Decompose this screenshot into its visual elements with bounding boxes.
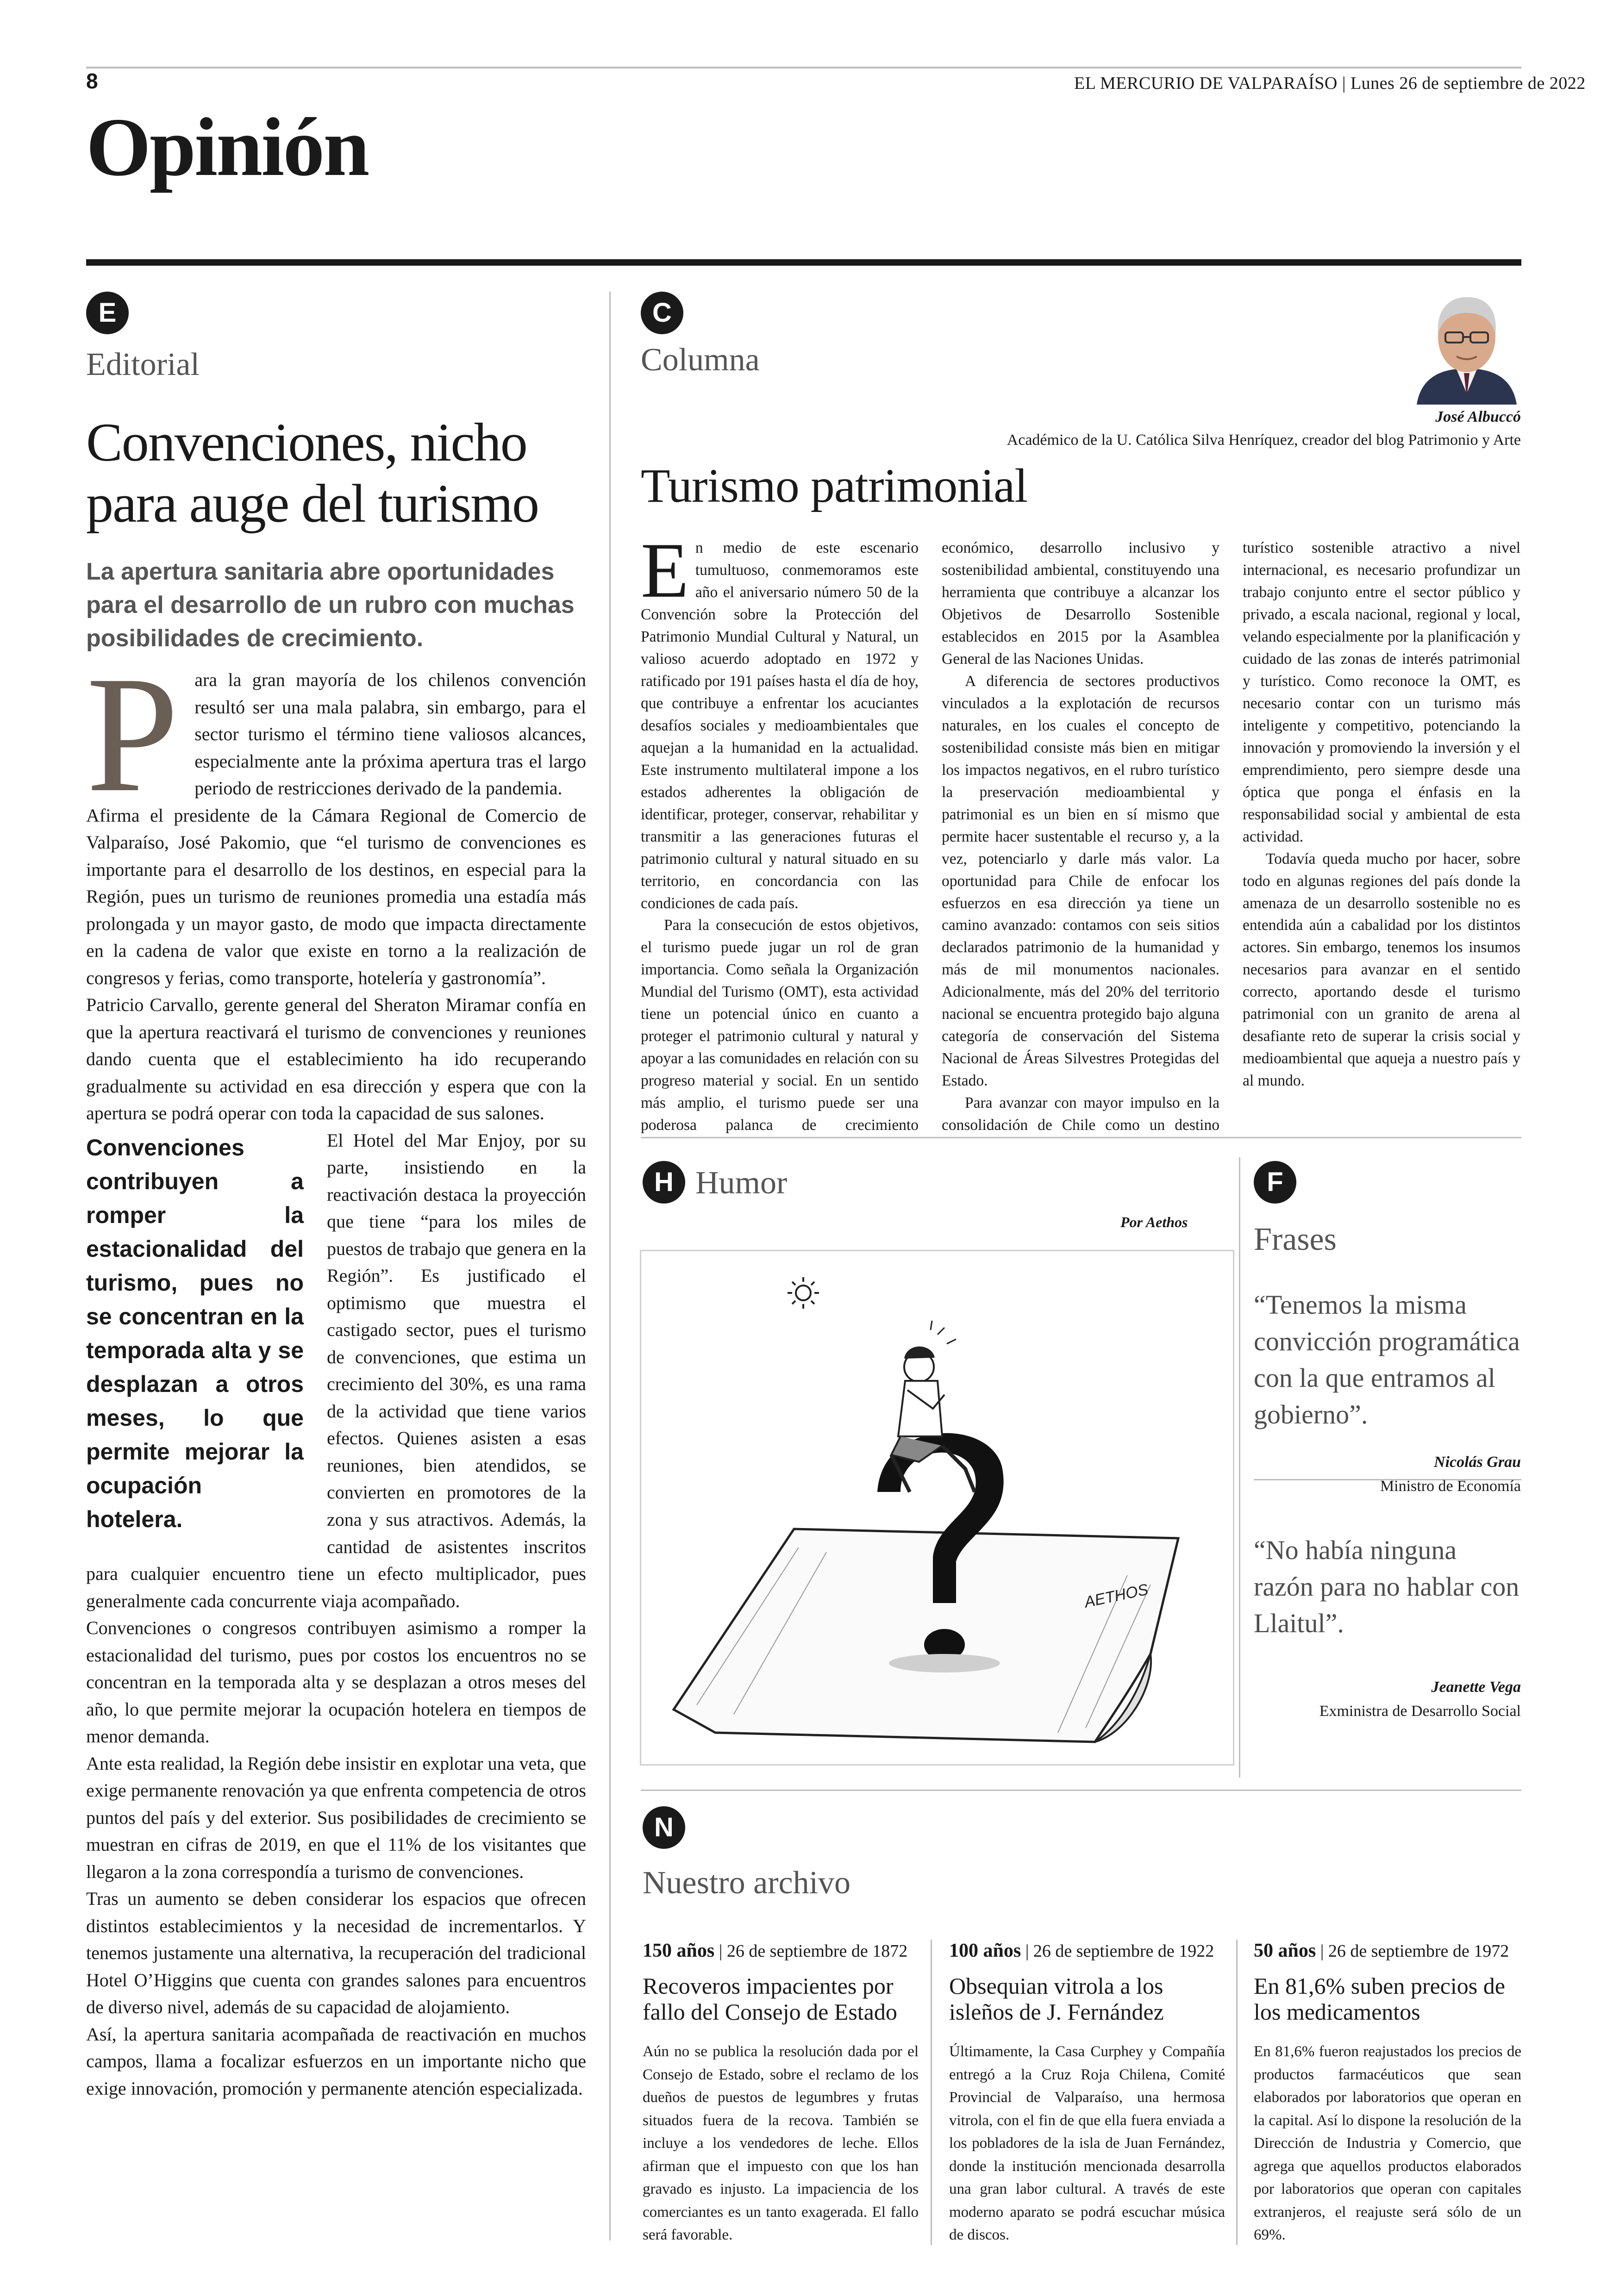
quote-role: Ministro de Economía — [1380, 1478, 1521, 1495]
archive-divider-1 — [931, 1940, 932, 2245]
columna-paragraph: A diferencia de sectores productivos vinculados a la explotación de recursos naturales, en los cuales el concepto de sostenibilidad consiste más bien en mitigar los impactos negativos, en el rubro turístico la preservación medioambiental y patrimonial es un bien en sí mismo que permite hacer sustentable el recurso y, a la vez, potenciarlo y darle más valor. La oportunidad para Chile de enfocar los esfuerzos en esa dirección ya tiene un camino avanzado: contamos con seis sitios declarados patrimonio de la humanidad y más de mil monumentos nacionales. Adicionalmente, más del 20% del territorio nacional se encuentra protegido bajo alguna categoría de conservación del Sistema Nacional de Áreas Silvestres Protegidas del Estado. — [942, 672, 1219, 1090]
columna-paragraph: Todavía queda mucho por hacer, sobre todo en algunas regiones del país donde la amenaza de un desarrollo sostenible no es entendida aún a cabalidad por los distintos actores. Sin embargo, tenemos los insumos necesarios para avanzar en el sentido correcto, aportando desde el turismo patrimonial con un granito de arena al desafiante reto de superar la crisis social y medioambiental que aqueja a nuestro país y al mundo. — [1243, 850, 1520, 1090]
archive-body: Últimamente, la Casa Curphey y Compañía entregó a la Cruz Roja Chilena, Comité Provincial de Valparaíso, una hermosa vitrola, con el fin de que ella fuera enviada a los pobladores de la isla de Juan Fernández, donde la institución mencionada desarrolla una gran labor cultural. A través de este moderno aparato se podrá escuchar música de discos. — [949, 2043, 1225, 2243]
humor-byline: Por Aethos — [1120, 1214, 1188, 1230]
quote-author: Jeanette Vega — [1431, 1678, 1521, 1696]
archive-date: 26 de septiembre de 1872 — [726, 1941, 908, 1961]
archivo-label: Nuestro archivo — [643, 1865, 851, 1901]
editorial-paragraph: Convenciones o congresos contribuyen asimismo a romper la estacionalidad del turismo, pues por costos los encuentros no se concentran en la temporada alta y se desplazan a otros meses del año, lo que permite mejorar la ocupación hotelera en tiempos de menor demanda. — [86, 1617, 586, 1747]
humor-bottom-rule — [641, 1790, 1521, 1791]
archive-date: 26 de septiembre de 1972 — [1328, 1941, 1509, 1961]
editorial-paragraph: Convenciones contribuyen a romper la estacionalidad del turismo, pues no se concentran en la temporada alta y se desplazan a otros meses, lo que permite mejorar la ocupación hotelera. El Hotel del Mar Enjoy, por su parte, insistiendo en la reactivación destaca la proyección que tiene “para los miles de puestos de trabajo que genera en la Región”. Es justificado el optimismo que muestra el castigado sector, pues el turismo de convenciones, que estima un crecimiento del 30%, es una rama de la actividad que tiene varios efectos. Quienes asisten a esas reuniones, bien atendidos, se convierten en promotores de la zona y sus atractivos. Además, la cantidad de asistentes inscritos para cualquier encuentro tiene un efecto multiplicador, pues generalmente cada concurrente viaja acompañado. — [86, 1129, 586, 1611]
columna-paragraph: En medio de este escenario tumultuoso, conmemoramos este año el aniversario número 50 de la Convención sobre la Protección del Patrimonio Mundial Cultural y Natural, un valioso acuerdo adoptado en 1972 y ratificado por 191 países hasta el día de hoy, que contribuye a enfrentar los acuciantes desafíos sociales y medioambientales que aquejan a la humanidad en la actualidad. Este instrumento multilateral impone a los estados adherentes la obligación de identificar, proteger, conservar, rehabilitar y transmitir a las generaciones futuras el patrimonio cultural y natural situado en su territorio, en concordancia con las condiciones de cada país. — [641, 527, 919, 912]
editorial-paragraph: Afirma el presidente de la Cámara Regional de Comercio de Valparaíso, José Pakomio, que “el turismo de convenciones es importante para el desarrollo de los destinos, en especial para la Región, pues un turismo de reuniones promedia una estadía más prolongada y un mayor gasto, de modo que impacta directamente en la cadena de valor que existe en torno a la realización de congresos y ferias, como transporte, hotelería y gastronomía”. — [86, 805, 586, 988]
archive-title: Recoveros impacientes por fallo del Consejo de Estado — [643, 1973, 897, 2025]
column-bottom-rule — [641, 1137, 1521, 1138]
columna-label: Columna — [641, 342, 760, 378]
editorial-label: Editorial — [86, 347, 200, 382]
section-title: Opinión — [86, 101, 369, 193]
editorial-badge: E — [86, 292, 129, 334]
editorial-headline-line1: Convenciones, nicho — [86, 412, 527, 473]
archive-body: Aún no se publica la resolución dada por el Consejo de Estado, sobre el reclamo de los dueños de puestos de legumbres y frutas situados fuera de la recova. También se incluye a los vendedores de leche. Ellos afirman que el impuesto con que los han gravado es injusto. La impaciencia de los comerciantes es un tanto exagerada. El fallo será favorable. — [643, 2043, 919, 2243]
editorial-headline-line2: para auge del turismo — [86, 473, 539, 534]
editorial-divider — [609, 292, 611, 2240]
editorial-paragraph: Ante esta realidad, la Región debe insistir en explotar una veta, que exige permanente renovación ya que enfrenta competencia de otros puntos del país y del exterior. Sus posibilidades de crecimiento se muestran en cifras de 2019, en que el 11% de los visitantes que llegaron a la zona correspondía a turismo de convenciones. — [86, 1753, 586, 1882]
cartoon-signature: AETHOS — [1082, 1580, 1150, 1611]
humor-frases-divider — [1239, 1157, 1240, 1778]
quote-author: Nicolás Grau — [1434, 1454, 1521, 1471]
page-number: 8 — [86, 69, 98, 93]
quote-text: “Tenemos la misma convicción programática con la que entramos al gobierno”. — [1254, 1290, 1520, 1429]
archive-item: 150 años | 26 de septiembre de 1872 Recoveros impacientes por fallo del Consejo de Estado Aún no se publica la resolución dada por el Consejo de Estado, sobre el reclamo de los dueños de puestos de legumbres y frutas situados fuera de la recova. También se incluye a los vendedores de leche. Ellos afirman que el impuesto con que los han gravado es injusto. La impaciencia de los comerciantes es un tanto exagerada. El fallo será favorable. — [643, 1940, 919, 2247]
columna-paragraph: Para la consecución de estos objetivos, el turismo puede jugar un rol de gran importancia. Como señala la Organización Mundial del Turismo (OMT), esta actividad tiene un potencial único en cuanto a proteger el patrimonio cultural y natural y apoyar a las comunidades en relación con su progreso material y social. En un sentido más amplio, el turismo puede ser una poderosa palanca de crecimiento económico, desarrollo inclusivo y sostenibilidad ambiental, constituyendo una herramienta que contribuye a alcanzar los Objetivos de Desarrollo Sostenible establecidos en 2015 por la Asamblea General de las Naciones Unidas. — [641, 539, 1219, 1134]
archive-years: 50 años — [1254, 1940, 1316, 1961]
editorial-paragraph: Así, la apertura sanitaria acompañada de reactivación en muchos campos, llama a focalizar esfuerzos en un importante nicho que exige innovación, promoción y permanente atención especializada. — [86, 2023, 586, 2099]
editorial-paragraph: Patricio Carvallo, gerente general del Sheraton Miramar confía en que la apertura reactivará el turismo de convenciones y reuniones dando cuenta que el establecimiento ha ido recuperando gradualmente su actividad en esa dirección y espera que con la apertura se podrá operar con toda la capacidad de sus salones. — [86, 994, 586, 1124]
section-rule — [86, 259, 1521, 266]
archive-title: Obsequian vitrola a los isleños de J. Fernández — [949, 1973, 1164, 2025]
quote-role: Exministra de Desarrollo Social — [1319, 1703, 1521, 1720]
editorial-body — [86, 642, 586, 2102]
archive-title: En 81,6% suben precios de los medicamentos — [1254, 1973, 1505, 2025]
archive-divider-2 — [1236, 1940, 1238, 2245]
columna-dropcap: E — [641, 527, 689, 614]
archive-years: 150 años — [643, 1940, 715, 1961]
editorial-pull-quote: Convenciones contribuyen a romper la estacionalidad del turismo, pues no se concentran en la temporada alta y se desplazan a otros meses, lo que permite mejorar la ocupación hotelera. — [86, 1134, 304, 1532]
author-description: Académico de la U. Católica Silva Henríquez, creador del blog Patrimonio y Arte — [1007, 431, 1521, 449]
editorial-paragraph: Tras un aumento se deben considerar los espacios que ofrecen distintos establecimientos y la necesidad de incrementarlos. Y tenemos justamente una alternativa, la recuperación del tradicional Hotel O’Higgins que cuenta con grandes salones para encuentros de diverso nivel, además de su capacidad de alojamiento. — [86, 1888, 586, 2018]
author-name: José Albuccó — [1435, 408, 1521, 425]
archive-item: 50 años | 26 de septiembre de 1972 En 81,6% suben precios de los medicamentos En 81,6% fueron reajustados los precios de productos farmacéuticos que sean elaborados por laboratorios que operan en la capital. Así lo dispone la resolución de la Dirección de Industria y Comercio, que agrega que aquellos productos elaborados por laboratorios que operan con capitales extranjeros, el reajuste será sólo de un 69%. — [1254, 1940, 1521, 2247]
columna-body — [641, 527, 1520, 1136]
archive-item: 100 años | 26 de septiembre de 1922 Obsequian vitrola a los isleños de J. Fernández Últimamente, la Casa Curphey y Compañía entregó a la Cruz Roja Chilena, Comité Provincial de Valparaíso, una hermosa vitrola, con el fin de que ella fuera enviada a los pobladores de la isla de Juan Fernández, donde la institución mencionada desarrolla una gran labor cultural. A través de este moderno aparato se podrá escuchar música de discos. — [949, 1940, 1225, 2247]
archive-years: 100 años — [949, 1940, 1021, 1961]
masthead: EL MERCURIO DE VALPARAÍSO | Lunes 26 de septiembre de 2022 — [1074, 74, 1586, 93]
columna-headline: Turismo patrimonial — [641, 459, 1028, 512]
author-portrait — [1412, 282, 1521, 405]
columna-paragraph: Para avanzar con mayor impulso en la consolidación de Chile como un destino turístico sostenible atractivo a nivel internacional, es necesario profundizar un trabajo conjunto entre el sector público y privado, a escala nacional, regional y local, velando especialmente por la planificación y cuidado de las zonas de interés patrimonial y turístico. Como reconoce la OMT, es necesario contar con un turismo más inteligente y competitivo, potenciando la innovación y promoviendo la inversión y el emprendimiento, pero siempre desde una óptica que ponga el énfasis en la responsabilidad social y ambiental de esta actividad. — [942, 539, 1520, 1134]
humor-badge: H — [643, 1161, 685, 1204]
editorial-headline — [86, 412, 614, 534]
columna-badge: C — [641, 292, 683, 334]
frases-label: Frases — [1254, 1222, 1337, 1257]
archivo-badge: N — [643, 1806, 685, 1849]
quote-text: “No había ninguna razón para no hablar con Llaitul”. — [1254, 1535, 1519, 1638]
archive-date: 26 de septiembre de 1922 — [1033, 1941, 1214, 1961]
editorial-lead: La apertura sanitaria abre oportunidades para el desarrollo de un rubro con muchas posibilidades de crecimiento. — [86, 558, 575, 652]
humor-label: Humor — [695, 1165, 788, 1201]
editorial-paragraph: Para la gran mayoría de los chilenos convención resultó ser una mala palabra, sin embargo, para el sector turismo el término tiene valiosos alcances, especialmente ante la próxima apertura tras el largo periodo de restricciones derivado de la pandemia. — [86, 642, 586, 826]
top-rule — [86, 67, 1521, 69]
editorial-dropcap: P — [86, 642, 179, 826]
humor-cartoon — [640, 1250, 1234, 1766]
frases-badge: F — [1254, 1161, 1296, 1204]
archive-body: En 81,6% fueron reajustados los precios de productos farmacéuticos que sean elaborados por laboratorios que operan en la capital. Así lo dispone la resolución de la Dirección de Industria y Comercio, que agrega que aquellos productos elaborados por laboratorios que operan con capitales extranjeros, el reajuste será sólo de un 69%. — [1254, 2043, 1521, 2243]
